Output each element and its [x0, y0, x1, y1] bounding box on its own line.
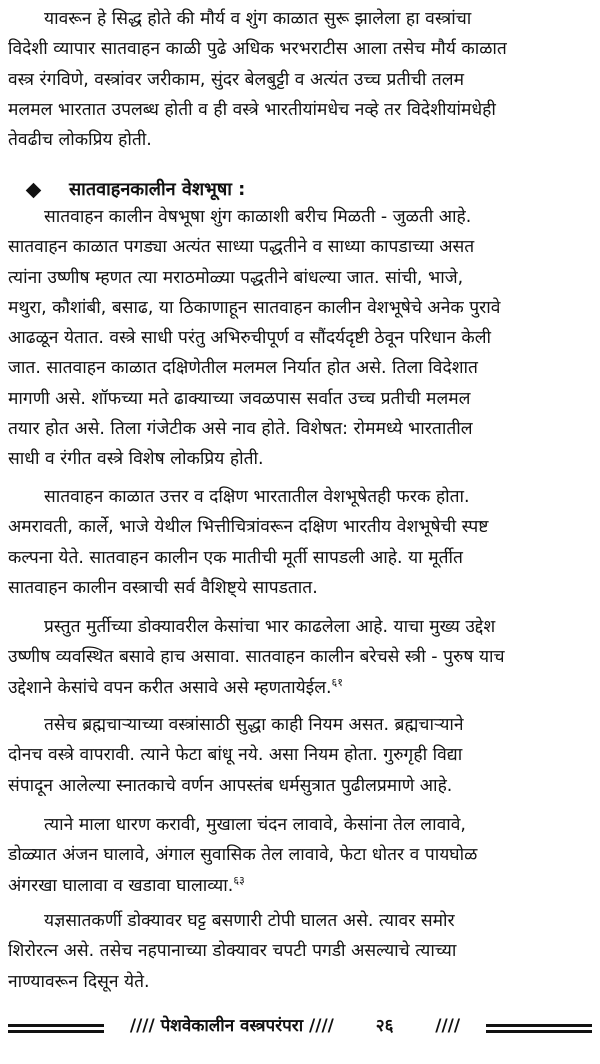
text-line: यावरून हे सिद्ध होते की मौर्य व शुंग काळात सुरू झालेला हा वस्त्रांचा	[44, 9, 472, 29]
text-line: त्याने माला धारण करावी, मुखाला चंदन लावावे, केसांना तेल लावावे,	[44, 815, 466, 835]
text-line: विदेशी व्यापार सातवाहन काळी पुढे अधिक भरभराटीस आला तसेच मौर्य काळात	[8, 39, 507, 60]
paragraph-snataka	[8, 810, 592, 901]
footer-rule	[8, 1024, 104, 1027]
section-heading	[28, 176, 245, 204]
text-line	[8, 673, 592, 703]
text-line: साधी व रंगीत वस्त्रे विशेष लोकप्रिय होती.	[8, 449, 264, 470]
text-line: सातवाहन काळात उत्तर व दक्षिण भारतातील वेशभूषेतही फरक होता.	[44, 487, 470, 507]
page-footer	[0, 1010, 600, 1056]
text-line	[8, 871, 592, 901]
text-line: तसेच ब्रह्मचाऱ्याच्या वस्त्रांसाठी सुद्धा काही नियम असत. ब्रह्मचाऱ्याने	[44, 715, 464, 735]
paragraph-yajnasatakarni	[8, 906, 592, 997]
diamond-bullet-icon	[26, 182, 42, 198]
text-line: नाण्यावरून दिसून येते.	[8, 971, 150, 992]
footer-rule	[486, 1024, 592, 1027]
text-line: त्यांना उष्णीष म्हणत त्या मराठमोळ्या पद्धतीने बांधल्या जात. सांची, भाजे,	[8, 267, 464, 288]
text-line: यज्ञसातकर्णी डोक्यावर घट्ट बसणारी टोपी घालत असे. त्यावर समोर	[44, 911, 455, 931]
section-heading-text: सातवाहनकालीन वेशभूषा :	[69, 179, 246, 200]
text-line: मथुरा, कौशांबी, बसाढ, या ठिकाणाहून सातवाहन कालीन वेशभूषेचे अनेक पुरावे	[8, 297, 501, 318]
text-line: सातवाहन कालीन वस्त्राची सर्व वैशिष्ट्ये सापडतात.	[8, 577, 318, 598]
text-line-content: अंगरखा घालावा व खडावा घालाव्या.	[8, 875, 234, 896]
paragraph-intro	[8, 4, 592, 155]
text-line: मागणी असे. शॉफच्या मते ढाक्याच्या जवळपास सर्वात उच्च प्रतीची मलमल	[8, 388, 471, 409]
paragraph-north-south	[8, 482, 592, 603]
text-line: वस्त्र रंगविणे, वस्त्रांवर जरीकाम, सुंदर बेलबुट्टी व अत्यंत उच्च प्रतीची तलम	[8, 69, 464, 90]
footnote-marker: ६३	[233, 873, 245, 887]
paragraph-brahmachari	[8, 710, 592, 801]
text-line: आढळून येतात. वस्त्रे साधी परंतु अभिरुचीपूर्ण व सौंदर्यदृष्टी ठेवून परिधान केली	[8, 328, 492, 349]
footer-rule	[8, 1030, 104, 1033]
text-line: तयार होत असे. तिला गंजेटीक असे नाव होते. विशेषत: रोममध्ये भारतातील	[8, 419, 473, 440]
text-line: मलमल भारतात उपलब्ध होती व ही वस्त्रे भारतीयांमधेच नव्हे तर विदेशीयांमधेही	[8, 99, 496, 120]
footer-rule	[486, 1030, 592, 1033]
text-line: दोनच वस्त्रे वापरावी. त्याने फेटा बांधू नये. असा नियम होता. गुरुगृही विद्या	[8, 745, 463, 766]
text-line-content: उद्देशाने केसांचे वपन करीत असावे असे म्हणतायेईल.	[8, 677, 332, 698]
paragraph-sculpture-hair	[8, 612, 592, 703]
text-line: सातवाहन काळात पगड्या अत्यंत साध्या पद्धतीने व साध्या कापडाच्या असत	[8, 237, 475, 258]
footer-text	[104, 1013, 486, 1036]
text-line: अमरावती, कार्ले, भाजे येथील भित्तीचित्रांवरून दक्षिण भारतीय वेशभूषेची स्पष्ट	[8, 517, 489, 538]
page-number: २६	[375, 1016, 394, 1036]
text-line: प्रस्तुत मुर्तीच्या डोक्यावरील केसांचा भार काढलेला आहे. याचा मुख्य उद्देश	[44, 617, 496, 637]
paragraph-costume-overview	[8, 202, 592, 475]
text-line: जात. सातवाहन काळात दक्षिणेतील मलमल निर्यात होत असे. तिला विदेशात	[8, 358, 478, 379]
running-title: //// पेशवेकालीन वस्त्रपरंपरा ////	[129, 1016, 334, 1036]
text-line: संपादून आलेल्या स्नातकाचे वर्णन आपस्तंब धर्मसुत्रात पुढीलप्रमाणे आहे.	[8, 775, 453, 796]
text-line: सातवाहन कालीन वेषभूषा शुंग काळाशी बरीच मिळती - जुळती आहे.	[44, 207, 472, 227]
text-line: उष्णीष व्यवस्थित बसावे हाच असावा. सातवाहन कालीन बरेचसे स्त्री - पुरुष याच	[8, 647, 505, 668]
footnote-marker: ६१	[331, 675, 343, 689]
text-line: डोळ्यात अंजन घालावे, अंगाल सुवासिक तेल लावावे, फेटा धोतर व पायघोळ	[8, 845, 478, 866]
text-line: तेवढीच लोकप्रिय होती.	[8, 130, 152, 151]
footer-end-marks: ////	[435, 1016, 461, 1036]
text-line: शिरोरत्न असे. तसेच नहपानाच्या डोक्यावर चपटी पगडी असल्याचे त्याच्या	[8, 941, 457, 962]
text-line: कल्पना येते. सातवाहन कालीन एक मातीची मूर्ती सापडली आहे. या मूर्तीत	[8, 547, 463, 568]
